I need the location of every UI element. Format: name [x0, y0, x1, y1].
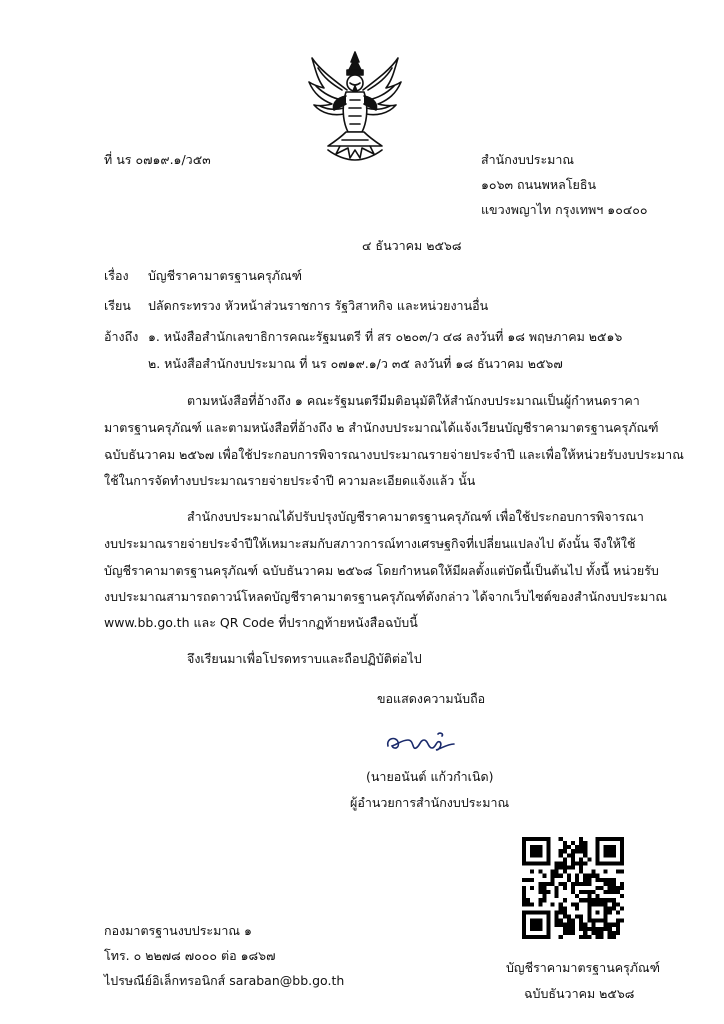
document-number: ที่ นร ๐๗๑๙.๑/ว๕๓: [104, 152, 211, 167]
recipient-text: ปลัดกระทรวง หัวหน้าส่วนราชการ รัฐวิสาหกิจ และหน่วยงานอื่น: [148, 298, 489, 313]
paragraph-1-line: ใช้ในการจัดทำงบประมาณรายจ่ายประจำปี ความละเอียดแจ้งแล้ว นั้น: [104, 473, 476, 488]
sender-address-line2: แขวงพญาไท กรุงเทพฯ ๑๐๔๐๐: [481, 202, 648, 217]
paragraph-2-line: งบประมาณสามารถดาวน์โหลดบัญชีราคามาตรฐานครุภัณฑ์ดังกล่าว ได้จากเว็บไซต์ของสำนักงบประมาณ: [104, 589, 667, 604]
sender-address-line1: ๑๐๖๓ ถนนพหลโยธิน: [481, 177, 597, 192]
footer-phone: โทร. ๐ ๒๒๗๘ ๗๐๐๐ ต่อ ๑๘๖๗: [104, 948, 276, 963]
reference-item: ๑. หนังสือสำนักเลขาธิการคณะรัฐมนตรี ที่ สร ๐๒๐๓/ว ๔๘ ลงวันที่ ๑๘ พฤษภาคม ๒๕๑๖: [148, 329, 623, 344]
qr-caption-edition: ฉบับธันวาคม ๒๕๖๘: [524, 986, 635, 1001]
subject-text: บัญชีราคามาตรฐานครุภัณฑ์: [148, 268, 303, 283]
recipient-label: เรียน: [104, 298, 131, 313]
paragraph-1-line: ตามหนังสือที่อ้างถึง ๑ คณะรัฐมนตรีมีมติอนุมัติให้สำนักงบประมาณเป็นผู้กำหนดราคา: [187, 393, 640, 408]
sender-office: สำนักงบประมาณ: [481, 152, 575, 167]
footer-division: กองมาตรฐานงบประมาณ ๑: [104, 923, 252, 938]
signatory-name: (นายอนันต์ แก้วกำเนิด): [366, 769, 494, 784]
qr-code-icon[interactable]: [522, 837, 624, 939]
paragraph-3: จึงเรียนมาเพื่อโปรดทราบและถือปฏิบัติต่อไป: [187, 651, 422, 666]
paragraph-2-line: บัญชีราคามาตรฐานครุภัณฑ์ ฉบับธันวาคม ๒๕๖๘ โดยกำหนดให้มีผลตั้งแต่บัดนี้เป็นต้นไป ทั้งนี้ หน่วยรับ: [104, 563, 659, 578]
paragraph-2-line: งบประมาณรายจ่ายประจำปีให้เหมาะสมกับสภาวการณ์ทางเศรษฐกิจที่เปลี่ยนแปลงไป ดังนั้น จึงให้ใช้: [104, 536, 636, 551]
signatory-position: ผู้อำนวยการสำนักงบประมาณ: [350, 795, 510, 810]
reference-item: ๒. หนังสือสำนักงบประมาณ ที่ นร ๐๗๑๙.๑/ว ๓๕ ลงวันที่ ๑๘ ธันวาคม ๒๕๖๗: [148, 356, 563, 371]
paragraph-2-line: สำนักงบประมาณได้ปรับปรุงบัญชีราคามาตรฐานครุภัณฑ์ เพื่อใช้ประกอบการพิจารณา: [187, 509, 644, 524]
closing-salutation: ขอแสดงความนับถือ: [377, 691, 486, 706]
paragraph-2-line: www.bb.go.th และ QR Code ที่ปรากฏท้ายหนังสือฉบับนี้: [104, 615, 418, 630]
footer-email: ไปรษณีย์อิเล็กทรอนิกส์ saraban@bb.go.th: [104, 973, 345, 988]
qr-caption-title: บัญชีราคามาตรฐานครุภัณฑ์: [506, 960, 661, 975]
reference-label: อ้างถึง: [104, 329, 139, 344]
garuda-emblem-icon: [306, 50, 404, 162]
paragraph-1-line: ฉบับธันวาคม ๒๕๖๗ เพื่อใช้ประกอบการพิจารณางบประมาณรายจ่ายประจำปี และเพื่อให้หน่วยรับงบประมาณ: [104, 447, 684, 462]
signature: [384, 730, 456, 756]
subject-label: เรื่อง: [104, 268, 129, 283]
document-date: ๔ ธันวาคม ๒๕๖๘: [362, 238, 462, 253]
paragraph-1-line: มาตรฐานครุภัณฑ์ และตามหนังสือที่อ้างถึง ๒ สำนักงบประมาณได้แจ้งเวียนบัญชีราคามาตรฐานครุภัณฑ์: [104, 420, 659, 435]
